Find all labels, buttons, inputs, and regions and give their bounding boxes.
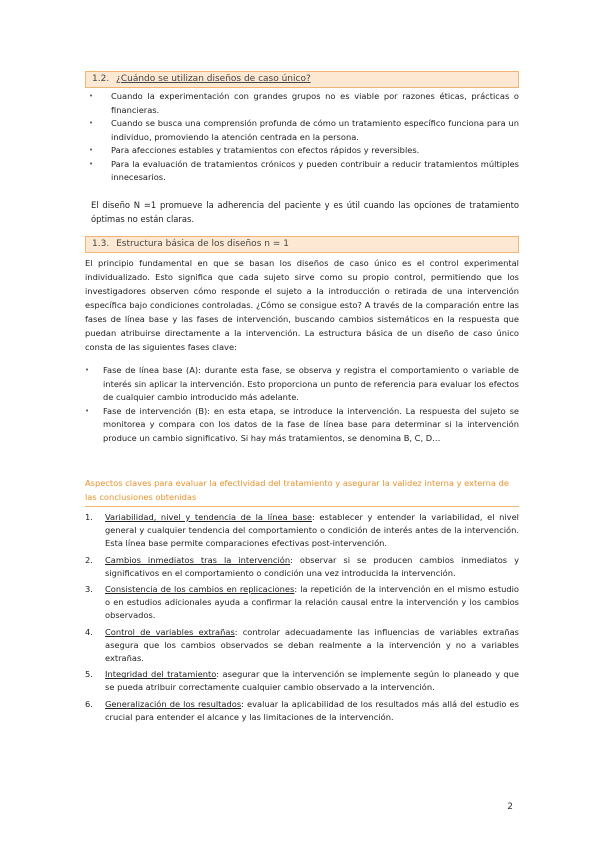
- item-text: : observar si se producen cambios inmediatos y significativos en el comportamiento o condición una vez introducida la intervención.: [105, 554, 519, 578]
- phases-bullet-list: [85, 364, 519, 445]
- list-item: • Para afecciones estables y tratamientos con efectos rápidos y reversibles.: [85, 144, 519, 158]
- item-number: 1.: [85, 512, 93, 522]
- section-title: Estructura básica de los diseños n = 1: [116, 239, 289, 249]
- section-heading-1-3: [85, 236, 519, 253]
- structure-intro-paragraph: El principio fundamental en que se basan los diseños de caso único es el control experimental individualizado. Esto significa que cada sujeto sirve como su propio control, permitiendo que los investigadores observen cómo responde el sujeto a la introducción o retirada de una intervención específica bajo condiciones controladas. ¿Cómo se consigue esto? A través de la comparación entre las fases de línea base y las fases de intervención, buscando cambios sistemáticos en la respuesta que puedan atribuirse directamente a la intervención. La estructura básica de un diseño de caso único consta de las siguientes fases clave:: [85, 258, 519, 352]
- section-title: ¿Cuándo se utilizan diseños de caso único?: [116, 74, 311, 84]
- usage-bullet-list: [85, 90, 519, 185]
- item-text: : la repetición de la intervención en el mismo estudio o en estudios adicionales ayuda a confirmar la relación causal entre la intervención y los cambios observados.: [105, 584, 519, 621]
- section-number: 1.3.: [92, 239, 110, 249]
- item-number: 5.: [85, 669, 93, 680]
- item-term: Cambios inmediatos tras la intervención: [105, 554, 291, 565]
- list-item: • Fase de intervención (B): en esta etapa, se introduce la intervención. La respuesta del sujeto se monitorea y compara con los datos de la fase de línea base para determinar si la intervención produce un cambio significativo. Si hay más tratamientos, se denomina B, C, D…: [85, 405, 519, 446]
- aspects-heading: Aspectos claves para evaluar la efectividad del tratamiento y asegurar la validez interna y externa de las conclusiones obtenidas: [85, 477, 519, 507]
- page-number: 2: [507, 802, 513, 812]
- item-term: Variabilidad, nivel y tendencia de la línea base: [105, 512, 313, 522]
- section-number: 1.2.: [92, 74, 110, 84]
- item-term: Generalización de los resultados: [105, 698, 242, 709]
- item-number: 3.: [85, 584, 93, 595]
- section-heading-1-2: [85, 71, 519, 88]
- list-item: [85, 668, 519, 694]
- item-text: : evaluar la aplicabilidad de los resultados más allá del estudio es crucial para entender el alcance y las limitaciones de la intervención.: [105, 698, 519, 722]
- item-number: 2.: [85, 554, 93, 565]
- item-number: 6.: [85, 698, 93, 709]
- item-text: : asegurar que la intervención se implemente según lo planeado y que se pueda atribuir correctamente cualquier cambio observado a la intervención.: [105, 669, 520, 693]
- item-term: Integridad del tratamiento: [105, 669, 217, 680]
- item-number: 4.: [85, 626, 93, 637]
- item-text: : establecer y entender la variabilidad, el nivel general y cualquier tendencia del comportamiento o condición de interés antes de la intervención. Esta línea base permite comparaciones efectivas post-intervención.: [105, 512, 519, 549]
- list-item: [85, 583, 519, 623]
- list-item: • Para la evaluación de tratamientos crónicos y pueden contribuir a reducir tratamientos múltiples innecesarios.: [85, 158, 519, 185]
- list-item: • Cuando se busca una comprensión profunda de cómo un tratamiento específico funciona para un individuo, promoviendo la atención centrada en la persona.: [85, 117, 519, 144]
- list-item: [85, 554, 519, 580]
- list-item: • Cuando la experimentación con grandes grupos no es viable por razones éticas, prácticas o financieras.: [85, 90, 519, 117]
- list-item: • Fase de línea base (A): durante esta fase, se observa y registra el comportamiento o variable de interés sin aplicar la intervención. Esto proporciona un punto de referencia para evaluar los efectos de cualquier cambio introducido más adelante.: [85, 364, 519, 405]
- list-item: [85, 511, 519, 551]
- item-term: Consistencia de los cambios en replicaciones: [105, 584, 295, 595]
- item-term: Control de variables extrañas: [105, 626, 235, 637]
- list-item: [85, 626, 519, 666]
- n1-paragraph: El diseño N =1 promueve la adherencia del paciente y es útil cuando las opciones de tratamiento óptimas no están claras.: [91, 200, 519, 224]
- item-text: : controlar adecuadamente las influencias de variables extrañas asegura que los cambios observados se deban realmente a la intervención y no a variables extrañas.: [105, 626, 519, 664]
- aspects-numbered-list: [85, 511, 519, 727]
- list-item: [85, 698, 519, 724]
